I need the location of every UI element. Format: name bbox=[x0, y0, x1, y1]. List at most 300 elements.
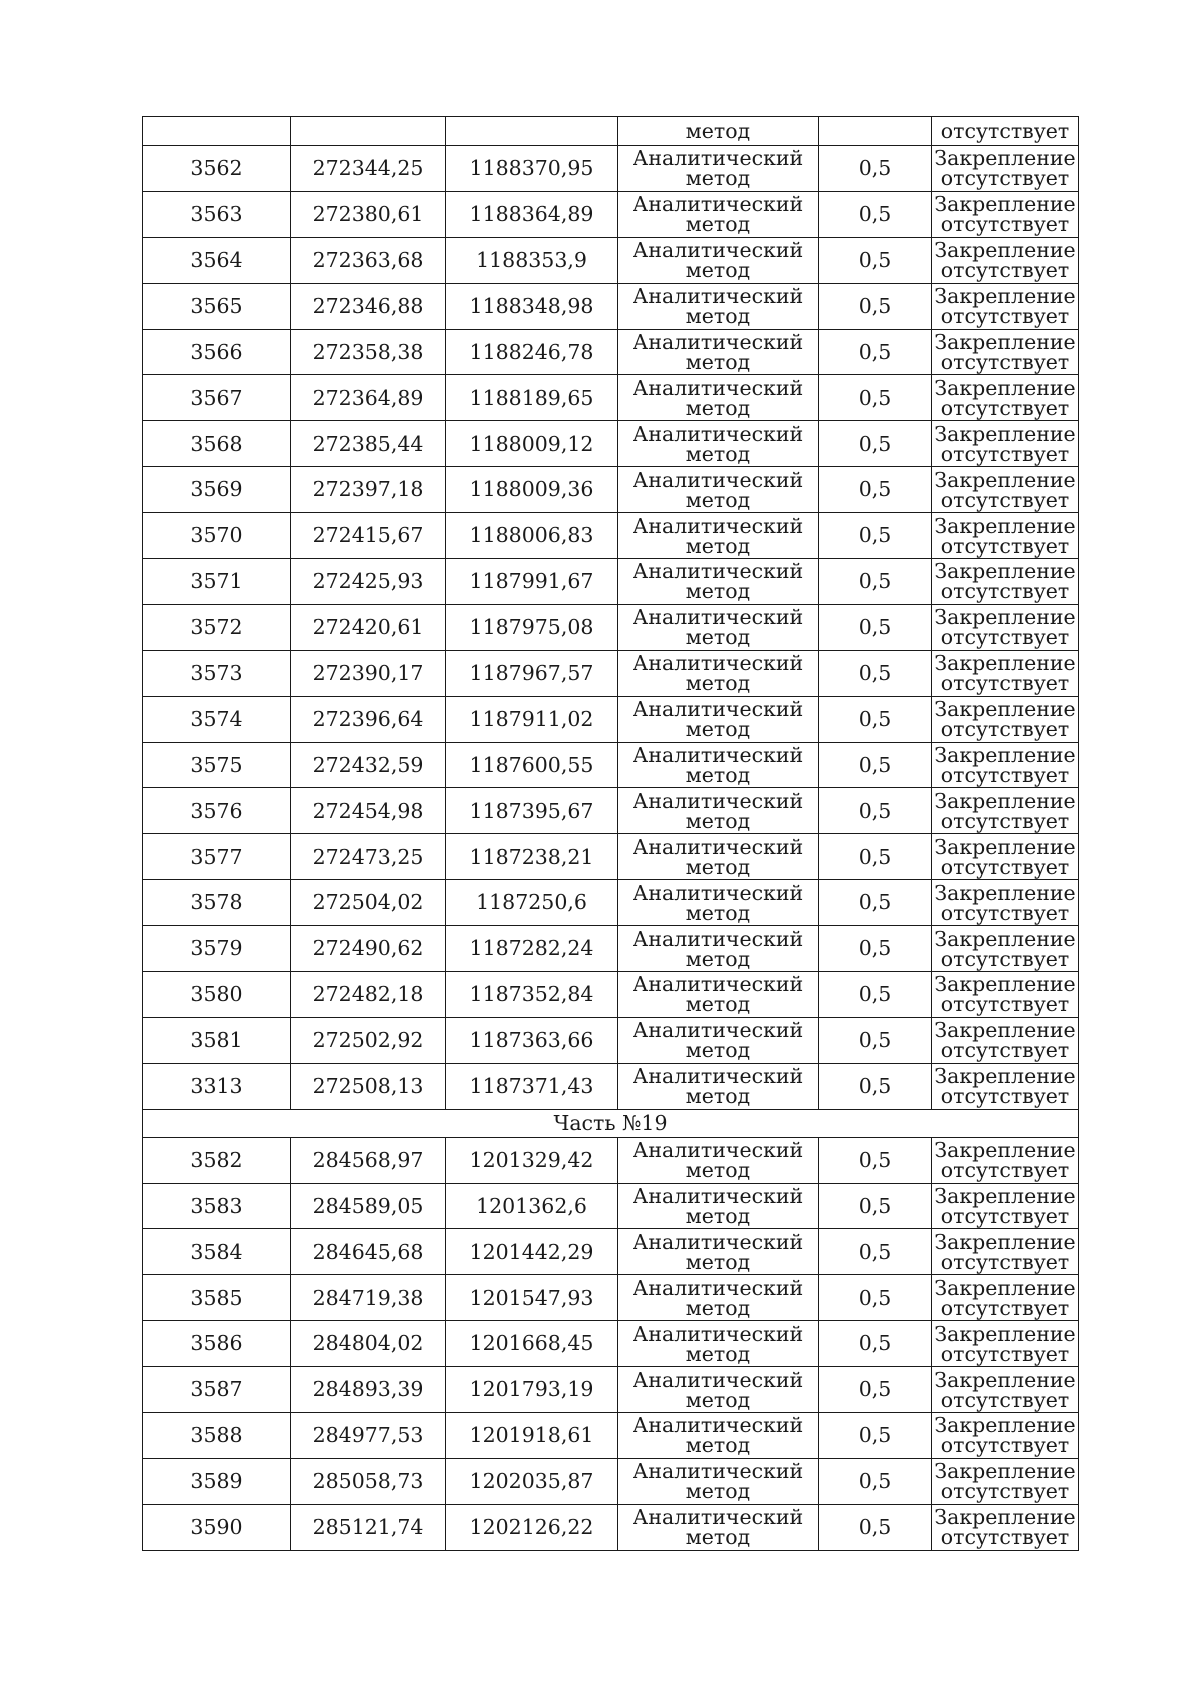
fixing-cell-line1: Закрепление bbox=[934, 834, 1076, 859]
fixing-cell bbox=[932, 1183, 1079, 1229]
fixing-cell-line2: отсутствует bbox=[940, 671, 1070, 696]
method-cell bbox=[618, 1367, 819, 1413]
method-cell: метод bbox=[618, 117, 819, 146]
method-cell-line1: Аналитический bbox=[632, 743, 804, 768]
accuracy-cell: 0,5 bbox=[819, 467, 932, 513]
point-cell: 3575 bbox=[143, 742, 291, 788]
x-coordinate-cell: 272415,67 bbox=[291, 513, 446, 559]
y-coordinate-cell: 1188348,98 bbox=[446, 283, 618, 329]
method-cell-line2: метод bbox=[685, 854, 751, 879]
accuracy-cell: 0,5 bbox=[819, 1275, 932, 1321]
method-cell-line1: Аналитический bbox=[632, 1275, 804, 1300]
method-cell bbox=[618, 742, 819, 788]
x-coordinate-cell: 272358,38 bbox=[291, 329, 446, 375]
method-cell bbox=[618, 1229, 819, 1275]
table-row bbox=[143, 742, 1079, 788]
fixing-cell bbox=[932, 513, 1079, 559]
fixing-cell-line1: Закрепление bbox=[934, 1138, 1076, 1163]
method-cell-line1: Аналитический bbox=[632, 1459, 804, 1484]
fixing-cell bbox=[932, 1413, 1079, 1459]
method-cell-line1: Аналитический bbox=[632, 1018, 804, 1043]
method-cell-line2: метод bbox=[685, 717, 751, 742]
fixing-cell-line2: отсутствует bbox=[940, 1084, 1070, 1109]
fixing-cell-line2: отсутствует bbox=[940, 304, 1070, 329]
method-cell-line2: метод bbox=[685, 1249, 751, 1274]
method-cell-line1: Аналитический bbox=[632, 880, 804, 905]
x-coordinate-cell: 272432,59 bbox=[291, 742, 446, 788]
method-cell bbox=[618, 926, 819, 972]
fixing-cell bbox=[932, 926, 1079, 972]
method-cell-line2: метод bbox=[685, 1387, 751, 1412]
x-coordinate-cell: 272420,61 bbox=[291, 604, 446, 650]
fixing-cell-line2: отсутствует bbox=[940, 1249, 1070, 1274]
y-coordinate-cell: 1188189,65 bbox=[446, 375, 618, 421]
method-cell bbox=[618, 1063, 819, 1109]
point-cell: 3574 bbox=[143, 696, 291, 742]
fixing-cell bbox=[932, 880, 1079, 926]
fixing-cell-line2: отсутствует bbox=[940, 763, 1070, 788]
fixing-cell bbox=[932, 375, 1079, 421]
accuracy-cell: 0,5 bbox=[819, 834, 932, 880]
y-coordinate-cell: 1201793,19 bbox=[446, 1367, 618, 1413]
method-cell bbox=[618, 696, 819, 742]
fixing-cell-line1: Закрепление bbox=[934, 375, 1076, 400]
accuracy-cell: 0,5 bbox=[819, 283, 932, 329]
x-coordinate-cell: 272385,44 bbox=[291, 421, 446, 467]
x-coordinate-cell: 272482,18 bbox=[291, 972, 446, 1018]
method-cell bbox=[618, 1183, 819, 1229]
fixing-cell-line2: отсутствует bbox=[940, 579, 1070, 604]
y-coordinate-cell: 1187371,43 bbox=[446, 1063, 618, 1109]
section-title: Часть №19 bbox=[143, 1109, 1079, 1137]
method-cell-line2: метод bbox=[685, 1204, 751, 1229]
fixing-cell bbox=[932, 421, 1079, 467]
point-cell: 3572 bbox=[143, 604, 291, 650]
point-cell: 3564 bbox=[143, 237, 291, 283]
x-coordinate-cell: 272363,68 bbox=[291, 237, 446, 283]
accuracy-cell: 0,5 bbox=[819, 1367, 932, 1413]
point-cell: 3584 bbox=[143, 1229, 291, 1275]
fixing-cell bbox=[932, 191, 1079, 237]
method-cell-line1: Аналитический bbox=[632, 605, 804, 630]
fixing-cell-line1: Закрепление bbox=[934, 1367, 1076, 1392]
accuracy-cell: 0,5 bbox=[819, 1229, 932, 1275]
accuracy-cell: 0,5 bbox=[819, 880, 932, 926]
x-coordinate-cell: 285121,74 bbox=[291, 1504, 446, 1550]
point-cell: 3569 bbox=[143, 467, 291, 513]
method-cell-line2: метод bbox=[685, 763, 751, 788]
method-cell bbox=[618, 1017, 819, 1063]
point-cell: 3582 bbox=[143, 1137, 291, 1183]
x-coordinate-cell: 272396,64 bbox=[291, 696, 446, 742]
table-row bbox=[143, 788, 1079, 834]
fixing-cell-line2: отсутствует bbox=[940, 1204, 1070, 1229]
fixing-cell bbox=[932, 1017, 1079, 1063]
fixing-cell-line2: отсутствует bbox=[940, 441, 1070, 466]
table-row bbox=[143, 1458, 1079, 1504]
fixing-cell-line2: отсутствует bbox=[940, 350, 1070, 374]
fixing-cell-line2: отсутствует bbox=[940, 946, 1070, 971]
y-coordinate-cell: 1201918,61 bbox=[446, 1413, 618, 1459]
fixing-cell-line1: Закрепление bbox=[934, 926, 1076, 951]
method-cell-line2: метод bbox=[685, 258, 751, 283]
accuracy-cell: 0,5 bbox=[819, 1183, 932, 1229]
point-cell: 3589 bbox=[143, 1458, 291, 1504]
method-cell-line1: Аналитический bbox=[632, 1184, 804, 1209]
table-row bbox=[143, 1063, 1079, 1109]
fixing-cell-line1: Закрепление bbox=[934, 1459, 1076, 1484]
accuracy-cell: 0,5 bbox=[819, 926, 932, 972]
accuracy-cell: 0,5 bbox=[819, 696, 932, 742]
method-cell-line2: метод bbox=[685, 1038, 751, 1063]
point-cell: 3585 bbox=[143, 1275, 291, 1321]
fixing-cell bbox=[932, 1137, 1079, 1183]
method-cell-line1: Аналитический bbox=[632, 146, 804, 171]
y-coordinate-cell: 1187352,84 bbox=[446, 972, 618, 1018]
fixing-cell-line2: отсутствует bbox=[940, 1479, 1070, 1504]
section-header-row bbox=[143, 1109, 1079, 1137]
x-coordinate-cell: 284893,39 bbox=[291, 1367, 446, 1413]
fixing-cell bbox=[932, 834, 1079, 880]
method-cell-line2: метод bbox=[685, 1084, 751, 1109]
method-cell-line1: Аналитический bbox=[632, 467, 804, 492]
x-coordinate-cell: 272390,17 bbox=[291, 650, 446, 696]
table-row bbox=[143, 834, 1079, 880]
fixing-cell bbox=[932, 1321, 1079, 1367]
table-row bbox=[143, 926, 1079, 972]
y-coordinate-cell: 1187238,21 bbox=[446, 834, 618, 880]
table-row bbox=[143, 1137, 1079, 1183]
method-cell-line1: Аналитический bbox=[632, 972, 804, 997]
fixing-cell: отсутствует bbox=[932, 117, 1079, 146]
x-coordinate-cell: 285058,73 bbox=[291, 1458, 446, 1504]
method-cell-line1: Аналитический bbox=[632, 834, 804, 859]
fixing-cell-line2: отсутствует bbox=[940, 854, 1070, 879]
y-coordinate-cell: 1201442,29 bbox=[446, 1229, 618, 1275]
table-row bbox=[143, 604, 1079, 650]
method-cell bbox=[618, 375, 819, 421]
method-cell bbox=[618, 559, 819, 605]
method-cell-line1: Аналитический bbox=[632, 1138, 804, 1163]
method-cell-line1: Аналитический bbox=[632, 788, 804, 813]
fixing-cell-line1: Закрепление bbox=[934, 880, 1076, 905]
method-cell-line1: Аналитический bbox=[632, 1064, 804, 1089]
table-row bbox=[143, 1367, 1079, 1413]
accuracy-cell: 0,5 bbox=[819, 329, 932, 375]
point-cell: 3565 bbox=[143, 283, 291, 329]
method-cell bbox=[618, 650, 819, 696]
point-cell bbox=[143, 117, 291, 146]
fixing-cell bbox=[932, 1229, 1079, 1275]
method-cell bbox=[618, 329, 819, 375]
fixing-cell-line1: Закрепление bbox=[934, 1505, 1076, 1530]
fixing-cell-line2: отсутствует bbox=[940, 1525, 1070, 1550]
accuracy-cell: 0,5 bbox=[819, 375, 932, 421]
method-cell-line1: Аналитический bbox=[632, 330, 804, 354]
fixing-cell bbox=[932, 283, 1079, 329]
y-coordinate-cell: 1187363,66 bbox=[446, 1017, 618, 1063]
y-coordinate-cell: 1201329,42 bbox=[446, 1137, 618, 1183]
method-cell-line1: Аналитический bbox=[632, 1413, 804, 1438]
y-coordinate-cell: 1188364,89 bbox=[446, 191, 618, 237]
fixing-cell bbox=[932, 237, 1079, 283]
x-coordinate-cell: 272344,25 bbox=[291, 146, 446, 192]
y-coordinate-cell: 1202126,22 bbox=[446, 1504, 618, 1550]
table-row bbox=[143, 1017, 1079, 1063]
point-cell: 3577 bbox=[143, 834, 291, 880]
method-cell-line2: метод bbox=[685, 166, 751, 191]
accuracy-cell: 0,5 bbox=[819, 191, 932, 237]
fixing-cell-line1: Закрепление bbox=[934, 146, 1076, 171]
fixing-cell-line1: Закрепление bbox=[934, 1018, 1076, 1043]
method-cell-line1: Аналитический bbox=[632, 1367, 804, 1392]
fixing-cell-line1: Закрепление bbox=[934, 697, 1076, 722]
method-cell bbox=[618, 283, 819, 329]
fixing-cell bbox=[932, 146, 1079, 192]
accuracy-cell: 0,5 bbox=[819, 146, 932, 192]
y-coordinate-cell: 1187600,55 bbox=[446, 742, 618, 788]
method-cell-line2: метод bbox=[685, 304, 751, 329]
method-cell-line1: Аналитический bbox=[632, 238, 804, 263]
method-cell-line2: метод bbox=[685, 808, 751, 833]
table-row bbox=[143, 375, 1079, 421]
method-cell-line1: Аналитический bbox=[632, 1505, 804, 1530]
accuracy-cell: 0,5 bbox=[819, 972, 932, 1018]
fixing-cell-line1: Закрепление bbox=[934, 284, 1076, 309]
x-coordinate-cell: 284804,02 bbox=[291, 1321, 446, 1367]
fixing-cell-line1: Закрепление bbox=[934, 330, 1076, 354]
x-coordinate-cell bbox=[291, 117, 446, 146]
point-cell: 3567 bbox=[143, 375, 291, 421]
point-cell: 3579 bbox=[143, 926, 291, 972]
point-cell: 3562 bbox=[143, 146, 291, 192]
accuracy-cell: 0,5 bbox=[819, 742, 932, 788]
table-row bbox=[143, 696, 1079, 742]
y-coordinate-cell: 1187395,67 bbox=[446, 788, 618, 834]
point-cell: 3313 bbox=[143, 1063, 291, 1109]
fixing-cell-line2: отсутствует bbox=[940, 1387, 1070, 1412]
accuracy-cell bbox=[819, 117, 932, 146]
fixing-cell-line1: Закрепление bbox=[934, 1413, 1076, 1438]
fixing-cell-line1: Закрепление bbox=[934, 743, 1076, 768]
fixing-cell-line2: отсутствует bbox=[940, 487, 1070, 512]
table-row bbox=[143, 1413, 1079, 1459]
method-cell-line2: метод bbox=[685, 350, 751, 374]
fixing-cell bbox=[932, 1504, 1079, 1550]
point-cell: 3571 bbox=[143, 559, 291, 605]
table-row bbox=[143, 972, 1079, 1018]
fixing-cell-line2: отсутствует bbox=[940, 625, 1070, 650]
fixing-cell-line1: Закрепление bbox=[934, 467, 1076, 492]
point-cell: 3570 bbox=[143, 513, 291, 559]
table-row bbox=[143, 467, 1079, 513]
method-cell bbox=[618, 1413, 819, 1459]
accuracy-cell: 0,5 bbox=[819, 1413, 932, 1459]
accuracy-cell: 0,5 bbox=[819, 1321, 932, 1367]
method-cell-line2: метод bbox=[685, 533, 751, 558]
y-coordinate-cell: 1188370,95 bbox=[446, 146, 618, 192]
fixing-cell bbox=[932, 1367, 1079, 1413]
x-coordinate-cell: 272380,61 bbox=[291, 191, 446, 237]
point-cell: 3576 bbox=[143, 788, 291, 834]
y-coordinate-cell: 1188006,83 bbox=[446, 513, 618, 559]
accuracy-cell: 0,5 bbox=[819, 237, 932, 283]
method-cell bbox=[618, 1458, 819, 1504]
method-cell-line1: Аналитический bbox=[632, 284, 804, 309]
table-row bbox=[143, 1183, 1079, 1229]
method-cell bbox=[618, 191, 819, 237]
fixing-cell-line2: отсутствует bbox=[940, 1038, 1070, 1063]
x-coordinate-cell: 272364,89 bbox=[291, 375, 446, 421]
fixing-cell-line1: Закрепление bbox=[934, 1064, 1076, 1089]
continuation-row bbox=[143, 117, 1079, 146]
fixing-cell-line2: отсутствует bbox=[940, 992, 1070, 1017]
y-coordinate-cell: 1201668,45 bbox=[446, 1321, 618, 1367]
y-coordinate-cell: 1187911,02 bbox=[446, 696, 618, 742]
method-cell bbox=[618, 1137, 819, 1183]
method-cell-line1: Аналитический bbox=[632, 926, 804, 951]
accuracy-cell: 0,5 bbox=[819, 604, 932, 650]
fixing-cell-line1: Закрепление bbox=[934, 559, 1076, 584]
method-cell-line2: метод bbox=[685, 487, 751, 512]
x-coordinate-cell: 272490,62 bbox=[291, 926, 446, 972]
y-coordinate-cell bbox=[446, 117, 618, 146]
method-cell-line2: метод bbox=[685, 579, 751, 604]
method-cell-line1: Аналитический bbox=[632, 1229, 804, 1254]
method-cell-line2: метод bbox=[685, 1341, 751, 1366]
method-cell bbox=[618, 604, 819, 650]
method-cell bbox=[618, 788, 819, 834]
point-cell: 3573 bbox=[143, 650, 291, 696]
method-cell bbox=[618, 1504, 819, 1550]
method-cell-line2: метод bbox=[685, 441, 751, 466]
fixing-cell-line1: Закрепление bbox=[934, 513, 1076, 538]
accuracy-cell: 0,5 bbox=[819, 559, 932, 605]
x-coordinate-cell: 272425,93 bbox=[291, 559, 446, 605]
accuracy-cell: 0,5 bbox=[819, 421, 932, 467]
fixing-cell-line1: Закрепление bbox=[934, 605, 1076, 630]
fixing-cell-line2: отсутствует bbox=[940, 1295, 1070, 1320]
table-body bbox=[143, 117, 1079, 1551]
fixing-cell-line2: отсутствует bbox=[940, 166, 1070, 191]
point-cell: 3581 bbox=[143, 1017, 291, 1063]
method-cell-line1: Аналитический bbox=[632, 559, 804, 584]
x-coordinate-cell: 284977,53 bbox=[291, 1413, 446, 1459]
table-row bbox=[143, 421, 1079, 467]
method-cell-line2: метод bbox=[685, 1479, 751, 1504]
x-coordinate-cell: 272397,18 bbox=[291, 467, 446, 513]
method-cell bbox=[618, 513, 819, 559]
fixing-cell bbox=[932, 1275, 1079, 1321]
fixing-cell bbox=[932, 650, 1079, 696]
fixing-cell-line2: отсутствует bbox=[940, 808, 1070, 833]
y-coordinate-cell: 1188246,78 bbox=[446, 329, 618, 375]
method-cell-line1: Аналитический bbox=[632, 513, 804, 538]
table-row bbox=[143, 650, 1079, 696]
fixing-cell bbox=[932, 742, 1079, 788]
y-coordinate-cell: 1202035,87 bbox=[446, 1458, 618, 1504]
method-cell bbox=[618, 834, 819, 880]
fixing-cell bbox=[932, 1458, 1079, 1504]
point-cell: 3580 bbox=[143, 972, 291, 1018]
y-coordinate-cell: 1188009,36 bbox=[446, 467, 618, 513]
method-cell-line2: метод bbox=[685, 1158, 751, 1183]
x-coordinate-cell: 284568,97 bbox=[291, 1137, 446, 1183]
table-row bbox=[143, 329, 1079, 375]
fixing-cell-line1: Закрепление bbox=[934, 651, 1076, 676]
accuracy-cell: 0,5 bbox=[819, 1063, 932, 1109]
fixing-cell bbox=[932, 329, 1079, 375]
fixing-cell-line1: Закрепление bbox=[934, 972, 1076, 997]
fixing-cell-line2: отсутствует bbox=[940, 1158, 1070, 1183]
method-cell-line2: метод bbox=[685, 946, 751, 971]
fixing-cell bbox=[932, 972, 1079, 1018]
fixing-cell-line1: Закрепление bbox=[934, 788, 1076, 813]
point-cell: 3568 bbox=[143, 421, 291, 467]
fixing-cell-line2: отсутствует bbox=[940, 1341, 1070, 1366]
x-coordinate-cell: 272454,98 bbox=[291, 788, 446, 834]
method-cell-line1: Аналитический bbox=[632, 651, 804, 676]
x-coordinate-cell: 284645,68 bbox=[291, 1229, 446, 1275]
table-row bbox=[143, 513, 1079, 559]
method-cell-line2: метод bbox=[685, 900, 751, 925]
x-coordinate-cell: 272346,88 bbox=[291, 283, 446, 329]
fixing-cell-line1: Закрепление bbox=[934, 238, 1076, 263]
fixing-cell bbox=[932, 1063, 1079, 1109]
method-cell bbox=[618, 1321, 819, 1367]
method-cell-line1: Аналитический bbox=[632, 697, 804, 722]
y-coordinate-cell: 1201362,6 bbox=[446, 1183, 618, 1229]
y-coordinate-cell: 1201547,93 bbox=[446, 1275, 618, 1321]
point-cell: 3583 bbox=[143, 1183, 291, 1229]
fixing-cell-line1: Закрепление bbox=[934, 192, 1076, 217]
method-cell bbox=[618, 146, 819, 192]
y-coordinate-cell: 1188353,9 bbox=[446, 237, 618, 283]
table-row bbox=[143, 283, 1079, 329]
fixing-cell-line2: отсутствует bbox=[940, 533, 1070, 558]
y-coordinate-cell: 1187975,08 bbox=[446, 604, 618, 650]
method-cell-line2: метод bbox=[685, 395, 751, 420]
table-row bbox=[143, 880, 1079, 926]
point-cell: 3588 bbox=[143, 1413, 291, 1459]
method-cell-line2: метод bbox=[685, 992, 751, 1017]
table-row bbox=[143, 559, 1079, 605]
accuracy-cell: 0,5 bbox=[819, 1458, 932, 1504]
fixing-cell bbox=[932, 696, 1079, 742]
accuracy-cell: 0,5 bbox=[819, 650, 932, 696]
accuracy-cell: 0,5 bbox=[819, 1017, 932, 1063]
fixing-cell-line1: Закрепление bbox=[934, 1321, 1076, 1346]
table-row bbox=[143, 1275, 1079, 1321]
x-coordinate-cell: 284589,05 bbox=[291, 1183, 446, 1229]
fixing-cell-line1: Закрепление bbox=[934, 1229, 1076, 1254]
table-row bbox=[143, 1229, 1079, 1275]
fixing-cell-line1: Закрепление bbox=[934, 1275, 1076, 1300]
method-cell bbox=[618, 421, 819, 467]
fixing-cell-line1: Закрепление bbox=[934, 421, 1076, 446]
fixing-cell-line2: отсутствует bbox=[940, 717, 1070, 742]
fixing-cell-line2: отсутствует bbox=[940, 395, 1070, 420]
x-coordinate-cell: 272473,25 bbox=[291, 834, 446, 880]
method-cell bbox=[618, 237, 819, 283]
method-cell-line2: метод bbox=[685, 1295, 751, 1320]
table-row bbox=[143, 1321, 1079, 1367]
method-cell-line2: метод bbox=[685, 1433, 751, 1458]
method-cell bbox=[618, 1275, 819, 1321]
fixing-cell bbox=[932, 604, 1079, 650]
fixing-cell-line2: отсутствует bbox=[940, 900, 1070, 925]
y-coordinate-cell: 1187991,67 bbox=[446, 559, 618, 605]
